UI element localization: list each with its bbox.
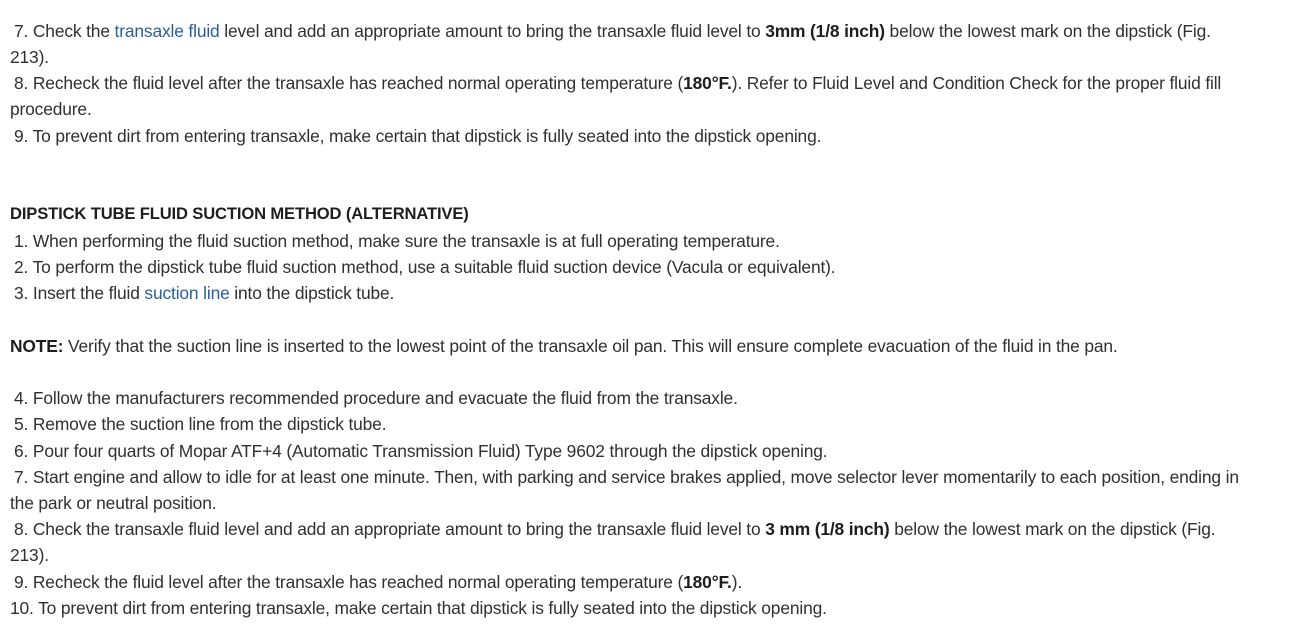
step-8-line-2: procedure. <box>10 99 92 119</box>
suction-step-8-line-1: 8. Check the transaxle fluid level and add an appropriate amount to bring the transaxle fluid level to 3 mm (1/8 inch) below the lowest mark on the dipstick (Fig. <box>14 519 1216 539</box>
suction-step-1: 1. When performing the fluid suction method, make sure the transaxle is at full operating temperature. <box>14 231 780 251</box>
suction-step-10: 10. To prevent dirt from entering transaxle, make certain that dipstick is fully seated into the dipstick opening. <box>10 598 827 618</box>
suction-line-link[interactable]: suction line <box>144 283 230 303</box>
transaxle-fluid-link[interactable]: transaxle fluid <box>114 21 220 41</box>
suction-step-8-line-2: 213). <box>10 545 49 565</box>
suction-step-7-line-2: the park or neutral position. <box>10 493 217 513</box>
suction-step-2: 2. To perform the dipstick tube fluid suction method, use a suitable fluid suction device (Vacula or equivalent). <box>14 257 836 277</box>
suction-step-4: 4. Follow the manufacturers recommended procedure and evacuate the fluid from the transaxle. <box>14 388 738 408</box>
suction-step-3: 3. Insert the fluid suction line into the dipstick tube. <box>14 283 395 303</box>
section-heading: DIPSTICK TUBE FLUID SUCTION METHOD (ALTERNATIVE) <box>10 204 469 223</box>
step-7-line-1: 7. Check the transaxle fluid level and add an appropriate amount to bring the transaxle fluid level to 3mm (1/8 inch) below the lowest mark on the dipstick (Fig. <box>14 21 1211 41</box>
suction-step-7-line-1: 7. Start engine and allow to idle for at least one minute. Then, with parking and service brakes applied, move selector lever momentarily to each position, ending in <box>14 467 1239 487</box>
suction-step-6: 6. Pour four quarts of Mopar ATF+4 (Automatic Transmission Fluid) Type 9602 through the dipstick opening. <box>14 441 828 461</box>
suction-step-9: 9. Recheck the fluid level after the transaxle has reached normal operating temperature (180°F.). <box>14 572 743 592</box>
note: NOTE: Verify that the suction line is inserted to the lowest point of the transaxle oil pan. This will ensure complete evacuation of the fluid in the pan. <box>10 336 1118 356</box>
step-9: 9. To prevent dirt from entering transaxle, make certain that dipstick is fully seated into the dipstick opening. <box>14 126 822 146</box>
step-8-line-1: 8. Recheck the fluid level after the transaxle has reached normal operating temperature (180°F.). Refer to Fluid Level and Condition Check for the proper fluid fill <box>14 73 1222 93</box>
step-7-line-2: 213). <box>10 47 49 67</box>
suction-step-5: 5. Remove the suction line from the dipstick tube. <box>14 414 387 434</box>
note-label: NOTE: <box>10 336 64 356</box>
